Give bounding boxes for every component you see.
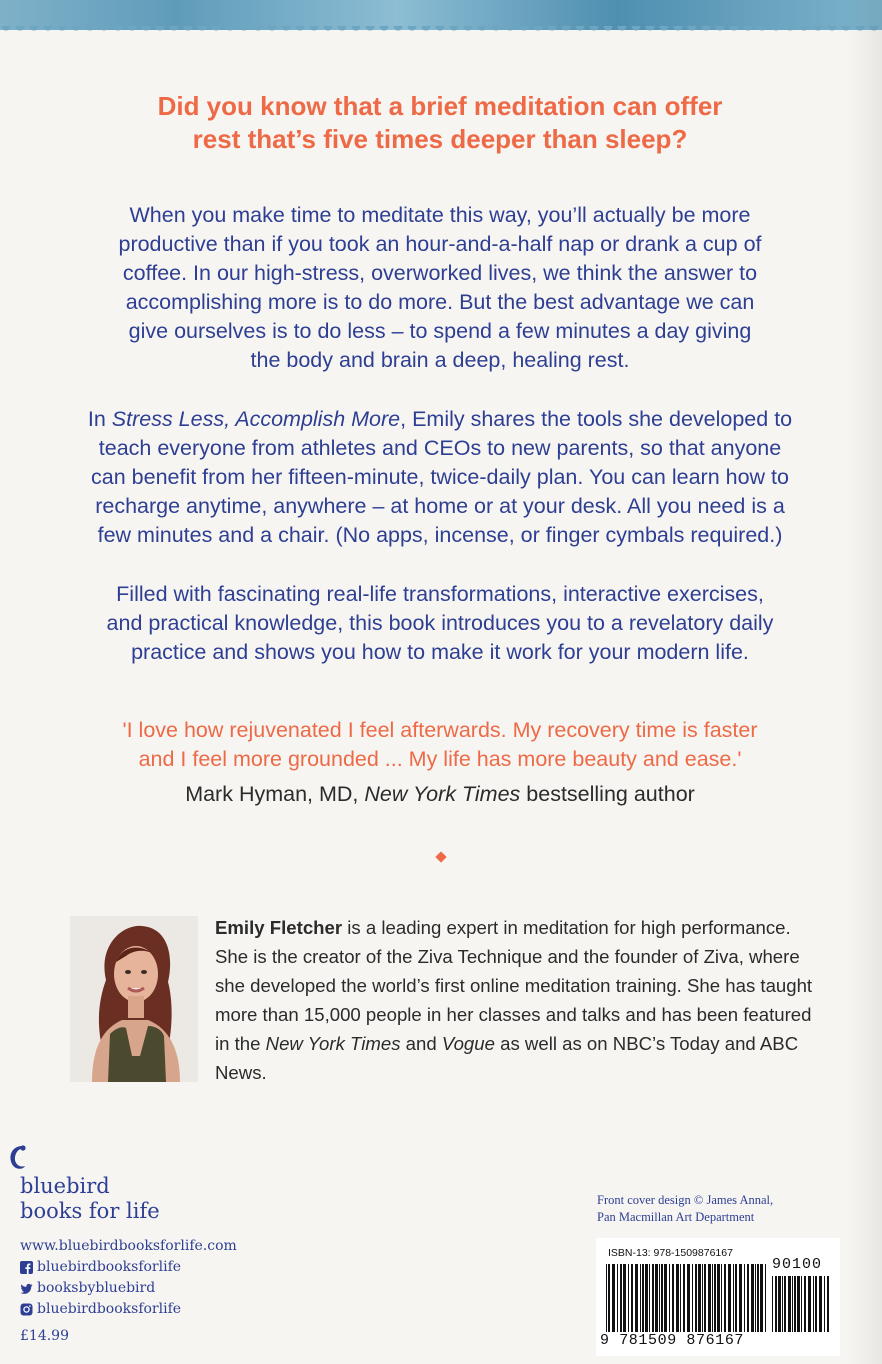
top-watercolor-strip — [0, 0, 882, 30]
page-edge-shadow — [848, 0, 882, 1364]
price-addon-bars — [772, 1276, 832, 1332]
barcode-bar — [782, 1276, 783, 1332]
description-paragraph-2 — [40, 405, 840, 550]
facebook-handle[interactable]: bluebirdbooksforlife — [37, 1259, 182, 1275]
price-label: £14.99 — [20, 1328, 69, 1344]
barcode-bar — [655, 1264, 658, 1332]
barcode-bar — [708, 1264, 711, 1332]
barcode-bar — [683, 1264, 685, 1332]
barcode-bar — [704, 1264, 706, 1332]
text-line: few minutes and a chair. (No apps, incense, or finger cymbals required.) — [97, 523, 783, 547]
barcode-bar — [659, 1264, 660, 1332]
testimonial-attribution — [40, 780, 840, 809]
bio-publication: New York Times — [265, 1033, 401, 1054]
barcode-bar — [645, 1264, 648, 1332]
divider-diamond — [435, 851, 446, 862]
text-line: Filled with fascinating real-life transformations, interactive exercises, — [116, 582, 764, 606]
website-url[interactable]: www.bluebirdbooksforlife.com — [20, 1238, 237, 1254]
barcode-bar — [804, 1276, 806, 1332]
barcode-bar — [714, 1264, 716, 1332]
barcode-bar — [702, 1264, 703, 1332]
quote-line-1: 'I love how rejuvenated I feel afterwards. My recovery time is faster — [122, 718, 758, 742]
twitter-link[interactable] — [20, 1278, 237, 1299]
testimonial-quote — [40, 716, 840, 774]
isbn-barcode — [596, 1238, 840, 1356]
barcode-bar — [623, 1264, 626, 1332]
barcode-bar — [778, 1276, 781, 1332]
barcode-bar — [772, 1276, 773, 1332]
text-lead: In — [87, 407, 112, 431]
text-line: give ourselves is to do less – to spend a few minutes a day giving — [128, 319, 752, 343]
price-code: 90100 — [772, 1256, 823, 1273]
barcode-bar — [680, 1264, 681, 1332]
barcode-bar — [775, 1276, 777, 1332]
text-rest: , Emily shares the tools she developed to — [400, 407, 793, 431]
barcode-bar — [631, 1264, 633, 1332]
cover-credit-line-1: Front cover design © James Annal, — [597, 1193, 774, 1207]
barcode-bar — [815, 1276, 817, 1332]
twitter-icon — [20, 1282, 33, 1295]
attribution-suffix: bestselling author — [520, 782, 695, 806]
barcode-bar — [721, 1264, 722, 1332]
bio-text: is a leading expert in meditation for high performance. She is the creator of the Ziva Technique and the founder of Ziva, where she developed the world’s first online meditation training. She has taught more than 15,000 people in her classes and talks and has been featured in the — [215, 917, 813, 1054]
author-bio — [215, 913, 815, 1087]
barcode-bar — [672, 1264, 674, 1332]
text-line: practice and shows you how to make it work for your modern life. — [131, 640, 749, 664]
barcode-bar — [687, 1264, 690, 1332]
headline-line-1: Did you know that a brief meditation can offer — [157, 91, 723, 121]
text-line: can benefit from her fifteen-minute, twice-daily plan. You can learn how to — [91, 465, 789, 489]
publisher-name-line-1: bluebird — [20, 1174, 110, 1198]
text-line: accomplishing more is to do more. But the best advantage we can — [125, 290, 755, 314]
book-title: Stress Less, Accomplish More — [111, 407, 401, 431]
text-line: recharge anytime, anywhere – at home or at your desk. All you need is a — [95, 494, 785, 518]
barcode-bar — [784, 1276, 786, 1332]
twitter-handle[interactable]: booksbybluebird — [37, 1280, 156, 1296]
author-portrait-illustration — [70, 916, 198, 1082]
barcode-bar — [698, 1264, 701, 1332]
barcode-bar — [824, 1276, 825, 1332]
publisher-name — [20, 1174, 160, 1224]
barcode-bar — [676, 1264, 679, 1332]
text-line — [40, 405, 840, 434]
barcode-bar — [649, 1264, 650, 1332]
barcode-bar — [695, 1264, 697, 1332]
publisher-name-line-2: books for life — [20, 1199, 160, 1223]
barcode-bar — [628, 1264, 629, 1332]
instagram-handle[interactable]: bluebirdbooksforlife — [37, 1301, 182, 1317]
barcode-bar — [794, 1276, 796, 1332]
attribution-prefix: Mark Hyman, MD, — [185, 782, 365, 806]
bio-text: and — [400, 1033, 442, 1054]
barcode-bar — [765, 1264, 766, 1332]
bio-text: as well as on NBC’s Today and ABC News. — [215, 1033, 799, 1083]
quote-line-2: and I feel more grounded ... My life has more beauty and ease.' — [138, 747, 742, 771]
text-line: productive than if you took an hour-and-a-half nap or drank a cup of — [118, 232, 762, 256]
barcode-bar — [797, 1276, 800, 1332]
website-link[interactable] — [20, 1236, 237, 1257]
barcode-bar — [755, 1264, 756, 1332]
barcode-bar — [608, 1264, 610, 1332]
text-line: teach everyone from athletes and CEOs to new parents, so that anyone — [98, 436, 782, 460]
barcode-bar — [620, 1264, 622, 1332]
barcode-bars — [606, 1264, 766, 1332]
barcode-bar — [717, 1264, 720, 1332]
description-paragraph-1 — [40, 201, 840, 375]
text-line: and practical knowledge, this book introduces you to a revelatory daily — [106, 611, 774, 635]
cover-credit — [597, 1192, 837, 1226]
barcode-bar — [735, 1264, 737, 1332]
barcode-bar — [808, 1276, 811, 1332]
barcode-bar — [692, 1264, 693, 1332]
barcode-bar — [640, 1264, 641, 1332]
barcode-bar — [801, 1276, 802, 1332]
isbn-digits: 9 781509 876167 — [600, 1332, 745, 1349]
barcode-bar — [712, 1264, 713, 1332]
author-photo — [70, 916, 198, 1082]
barcode-bar — [612, 1264, 615, 1332]
instagram-icon — [20, 1303, 33, 1316]
barcode-bar — [606, 1264, 607, 1332]
author-name: Emily Fletcher — [215, 917, 343, 938]
barcode-bar — [733, 1264, 734, 1332]
barcode-bar — [744, 1264, 745, 1332]
publisher-links — [20, 1236, 237, 1320]
cover-credit-line-2: Pan Macmillan Art Department — [597, 1210, 755, 1224]
isbn-label: ISBN-13: 978-1509876167 — [608, 1247, 733, 1259]
barcode-bar — [669, 1264, 670, 1332]
text-line: When you make time to meditate this way, you’ll actually be more — [129, 203, 751, 227]
barcode-bar — [757, 1264, 759, 1332]
text-line: coffee. In our high-stress, overworked lives, we think the answer to — [122, 261, 758, 285]
barcode-bar — [827, 1276, 829, 1332]
headline — [60, 90, 820, 156]
barcode-bar — [617, 1264, 618, 1332]
headline-line-2: rest that’s five times deeper than sleep? — [192, 124, 688, 154]
barcode-bar — [724, 1264, 726, 1332]
barcode-bar — [760, 1264, 763, 1332]
instagram-link[interactable] — [20, 1299, 237, 1320]
description-paragraph-3 — [40, 580, 840, 667]
barcode-bar — [751, 1264, 754, 1332]
barcode-bar — [739, 1264, 742, 1332]
barcode-bar — [813, 1276, 814, 1332]
facebook-link[interactable] — [20, 1257, 237, 1278]
attribution-publication: New York Times — [364, 782, 521, 806]
barcode-bar — [664, 1264, 667, 1332]
barcode-bar — [661, 1264, 663, 1332]
barcode-bar — [642, 1264, 644, 1332]
barcode-bar — [652, 1264, 654, 1332]
bluebird-logo-icon — [6, 1142, 30, 1172]
barcode-bar — [728, 1264, 731, 1332]
barcode-bar — [819, 1276, 822, 1332]
facebook-icon — [20, 1261, 33, 1274]
bio-publication: Vogue — [441, 1033, 495, 1054]
barcode-bar — [792, 1276, 793, 1332]
barcode-bar — [747, 1264, 749, 1332]
barcode-bar — [788, 1276, 791, 1332]
barcode-bar — [635, 1264, 638, 1332]
text-line: the body and brain a deep, healing rest. — [250, 348, 630, 372]
